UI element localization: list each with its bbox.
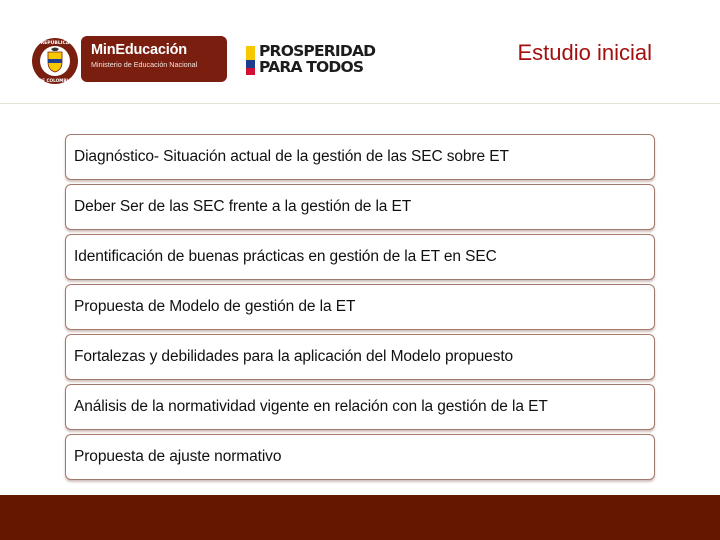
step-label: Identificación de buenas prácticas en gestión de la ET en SEC <box>74 248 497 265</box>
page-title: Estudio inicial <box>517 40 652 65</box>
colombia-coat-of-arms-icon <box>31 37 79 85</box>
slogan-line-2: PARA TODOS <box>259 58 364 76</box>
ministry-logo <box>81 36 227 82</box>
header-divider <box>0 103 720 104</box>
ministry-subtitle: Ministerio de Educación Nacional <box>91 60 198 69</box>
step-label: Propuesta de Modelo de gestión de la ET <box>74 298 356 315</box>
footer-bar <box>0 495 720 540</box>
step-item <box>65 384 655 430</box>
step-label: Deber Ser de las SEC frente a la gestión de la ET <box>74 198 412 215</box>
step-label: Análisis de la normatividad vigente en relación con la gestión de la ET <box>74 398 548 415</box>
step-label: Diagnóstico- Situación actual de la gestión de las SEC sobre ET <box>74 148 509 165</box>
step-item <box>65 284 655 330</box>
ministry-name: MinEducación <box>91 42 187 58</box>
step-item <box>65 334 655 380</box>
seal-text-top: REPÚBLICA <box>40 41 70 46</box>
step-label: Propuesta de ajuste normativo <box>74 448 282 465</box>
slogan-line-1: PROSPERIDAD <box>259 42 376 60</box>
step-item <box>65 234 655 280</box>
step-item <box>65 134 655 180</box>
colombia-flag-icon <box>246 46 255 75</box>
step-item <box>65 434 655 480</box>
steps-list <box>65 134 655 484</box>
step-label: Fortalezas y debilidades para la aplicación del Modelo propuesto <box>74 348 514 365</box>
seal-text-bottom: DE COLOMBIA <box>38 78 72 83</box>
slide-header <box>0 0 720 104</box>
step-item <box>65 184 655 230</box>
